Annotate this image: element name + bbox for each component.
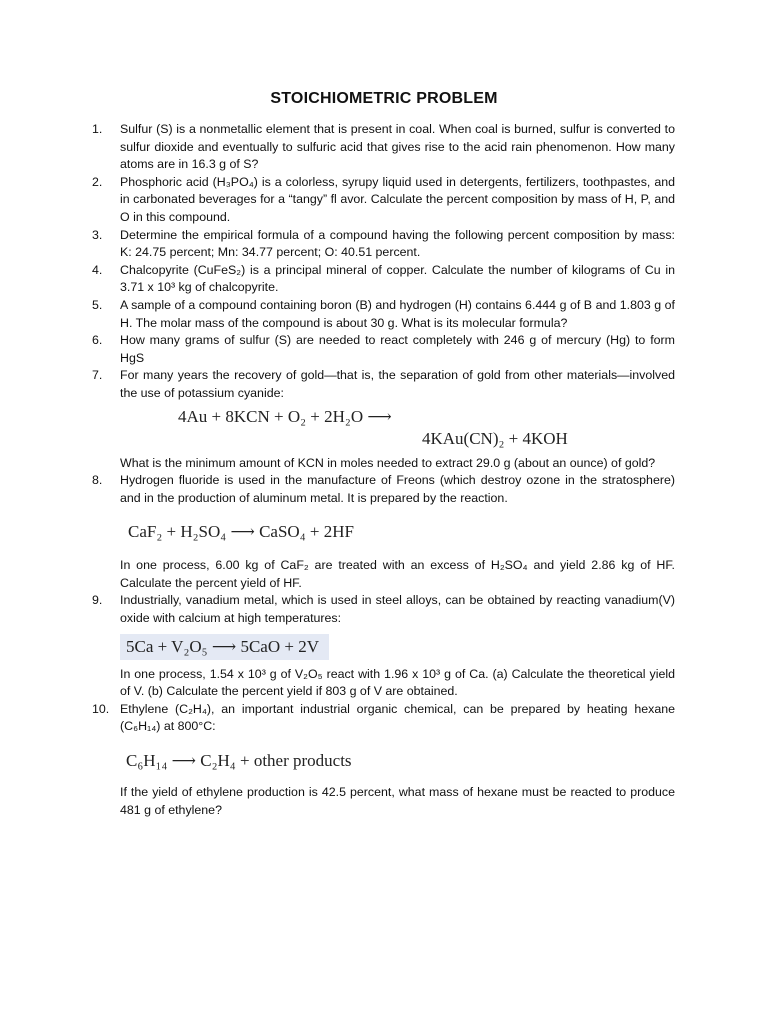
problem-item [92, 592, 675, 700]
problem-item [92, 367, 675, 472]
problem-item [92, 174, 675, 227]
problem-question: In one process, 1.54 x 10³ g of V₂O₅ react with 1.96 x 10³ g of Ca. (a) Calculate the theoretical yield of V. (b) Calculate the percent yield if 803 g of V are obtained. [120, 666, 675, 699]
problem-text: Determine the empirical formula of a compound having the following percent composition by mass: K: 24.75 percent; Mn: 34.77 percent; O: 40.51 percent. [120, 227, 675, 260]
chemical-equation: C₆H₁₄ ⟶ C₂H₄ + other products [126, 751, 352, 771]
problem-number: 8. [92, 473, 103, 488]
chemical-equation: 5Ca + V₂O₅ ⟶ 5CaO + 2V [120, 634, 329, 660]
problem-text: A sample of a compound containing boron (B) and hydrogen (H) contains 6.444 g of B and 1.803 g of H. The molar mass of the compound is about 30 g. What is its molecular formula? [120, 297, 675, 330]
problem-question: What is the minimum amount of KCN in moles needed to extract 29.0 g (about an ounce) of gold? [120, 455, 656, 470]
problem-item [92, 472, 675, 592]
problem-number: 1. [92, 122, 103, 136]
problem-text: Hydrogen fluoride is used in the manufacture of Freons (which destroy ozone in the stratosphere) and in the production of aluminum metal. It is prepared by the reaction. [120, 473, 675, 505]
problem-item [92, 262, 675, 297]
problem-number: 9. [92, 593, 103, 608]
problem-item [92, 297, 675, 332]
chemical-equation: CaF₂ + H₂SO₄ ⟶ CaSO₄ + 2HF [128, 522, 354, 542]
problem-number: 3. [92, 227, 103, 242]
problem-text: How many grams of sulfur (S) are needed to react completely with 246 g of mercury (Hg) to form HgS [120, 333, 675, 365]
problem-text: Sulfur (S) is a nonmetallic element that is present in coal. When coal is burned, sulfur is converted to sulfur dioxide and eventually to sulfuric acid that gives rise to the acid rain phenomenon. How many atoms are in 16.3 g of S? [120, 122, 675, 172]
problem-number: 5. [92, 297, 103, 312]
problem-number: 4. [92, 262, 103, 277]
problem-question: If the yield of ethylene production is 42.5 percent, what mass of hexane must be reacted to produce 481 g of ethylene? [120, 785, 675, 817]
problem-list [92, 121, 675, 819]
problem-text: Ethylene (C₂H₄), an important industrial organic chemical, can be prepared by heating hexane (C₆H₁₄) at 800°C: [120, 701, 675, 734]
problem-item [92, 701, 675, 819]
document-title: STOICHIOMETRIC PROBLEM [270, 90, 498, 107]
problem-number: 7. [92, 368, 103, 383]
problem-text: Industrially, vanadium metal, which is used in steel alloys, can be obtained by reacting vanadium(V) oxide with calcium at high temperatures: [120, 593, 675, 626]
problem-number: 10. [92, 701, 110, 716]
problem-text: Chalcopyrite (CuFeS₂) is a principal mineral of copper. Calculate the number of kilograms of Cu in 3.71 x 10³ kg of chalcopyrite. [120, 262, 675, 295]
problem-text: Phosphoric acid (H₃PO₄) is a colorless, syrupy liquid used in detergents, fertilizers, toothpastes, and in carbonated beverages for a “tangy” fl avor. Calculate the percent composition by mass of H, P, and O in this compound. [120, 174, 675, 224]
problem-item [92, 121, 675, 174]
problem-number: 2. [92, 174, 103, 189]
chemical-equation-products: 4KAu(CN)₂ + 4KOH [422, 428, 568, 448]
problem-item [92, 227, 675, 262]
chemical-equation-reactants: 4Au + 8KCN + O₂ + 2H₂O ⟶ [178, 406, 392, 426]
problem-text: For many years the recovery of gold—that is, the separation of gold from other materials—involved the use of potassium cyanide: [120, 368, 675, 400]
problem-number: 6. [92, 333, 103, 348]
problem-question: In one process, 6.00 kg of CaF₂ are treated with an excess of H₂SO₄ and yield 2.86 kg of HF. Calculate the percent yield of HF. [120, 558, 675, 590]
problem-item [92, 332, 675, 367]
